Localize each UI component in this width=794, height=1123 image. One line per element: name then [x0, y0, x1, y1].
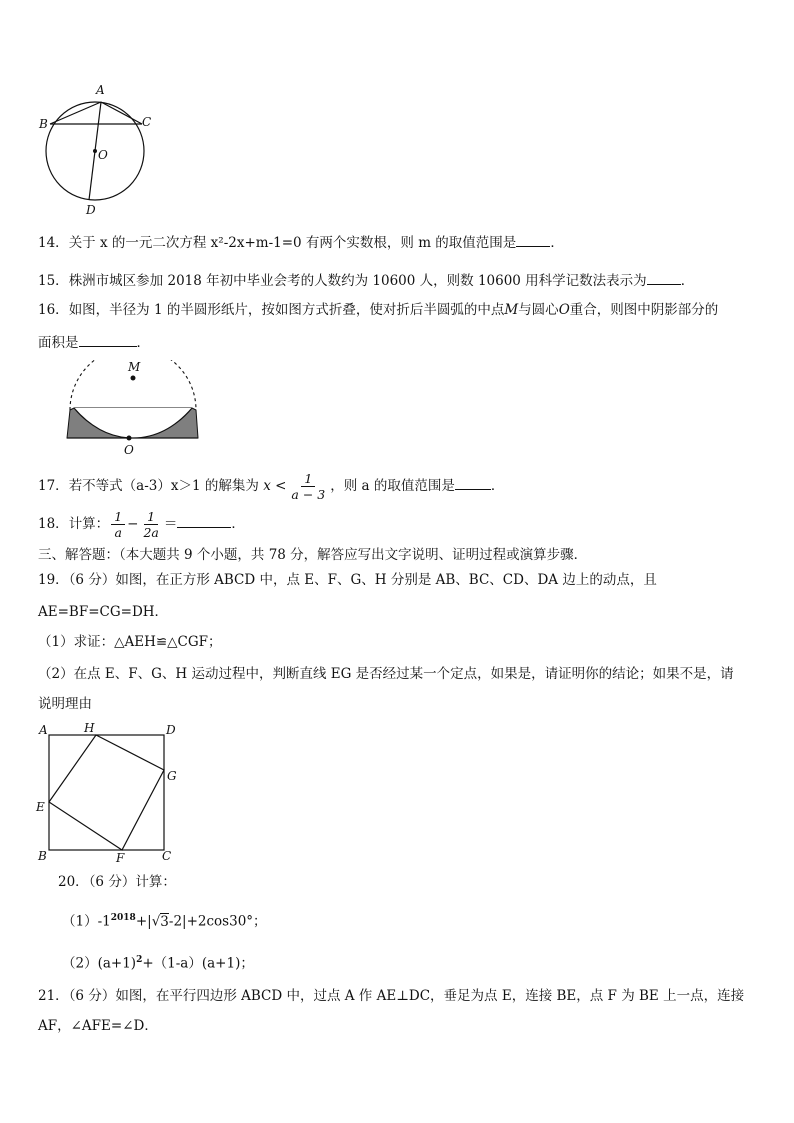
- square-abcd: [49, 735, 164, 850]
- q20-p1-end: -2|+2cos30°；: [168, 913, 267, 930]
- label-g: G: [167, 769, 177, 783]
- q16-answer-blank: [79, 332, 137, 347]
- q20-text: （6 分）计算：: [88, 874, 176, 890]
- q16-number: 16．: [38, 302, 69, 318]
- question-19: [38, 570, 657, 590]
- q14-end: ．: [550, 235, 564, 251]
- q19-part2b: 说明理由: [38, 696, 92, 712]
- q17-end: ．: [490, 478, 505, 494]
- q20-p2-exponent: 2: [136, 955, 143, 965]
- question-20-part1: [62, 908, 267, 932]
- q21-text: （6 分）如图，在平行四边形 ABCD 中，过点 A 作 AE⊥DC，垂足为点 E，连接 BE，点 F 为 BE 上一点，连接: [68, 988, 745, 1004]
- q18-minus: −: [127, 516, 139, 532]
- q16-text1: 如图，半径为 1 的半圆形纸片，按如图方式折叠，使对折后半圆弧的中点: [68, 302, 505, 318]
- q16-mid: 与圆心: [518, 302, 559, 318]
- q17-text2: ，则 a 的取值范围是: [330, 478, 455, 494]
- q17-number: 17．: [38, 478, 69, 494]
- q18-f2-den: 2a: [143, 525, 159, 540]
- q18-number: 18．: [38, 516, 69, 532]
- question-21: [38, 986, 744, 1006]
- question-21-line2: [38, 1016, 158, 1036]
- label-b: B: [39, 117, 48, 131]
- q16-text2: 重合，则图中阴影部分的: [569, 302, 719, 318]
- q19-text: （6 分）如图，在正方形 ABCD 中，点 E、F、G、H 分别是 AB、BC、CD、DA 边上的动点，且: [68, 572, 657, 588]
- q20-number: 20．: [58, 874, 89, 890]
- q15-text: 株洲市城区参加 2018 年初中毕业会考的人数约为 10600 人，则数 10600 用科学记数法表示为: [68, 273, 647, 289]
- semicircle-figure: [60, 360, 205, 458]
- chord-ac: [101, 102, 142, 124]
- q14-answer-blank: [516, 232, 550, 247]
- q15-end: ．: [680, 273, 695, 289]
- q19-part1: （1）求证：△AEH≌△CGF；: [38, 634, 222, 650]
- q14-text: 关于 x 的一元二次方程 x²-2x+m-1=0 有两个实数根，则 m 的取值范围是: [68, 235, 517, 251]
- label-c: C: [142, 115, 152, 129]
- q17-frac-den: a − 3: [291, 487, 326, 502]
- question-20: [58, 872, 176, 892]
- question-18: [38, 506, 245, 542]
- q18-eq: ＝: [163, 516, 178, 532]
- question-16: [38, 300, 718, 320]
- label-o: O: [98, 148, 108, 162]
- question-15: [38, 270, 694, 291]
- q19-line2: AE=BF=CG=DH．: [38, 604, 169, 620]
- q19-number: 19．: [38, 572, 69, 588]
- q16-end: ．: [136, 335, 150, 351]
- q17-fraction: [288, 471, 328, 502]
- label-f: F: [116, 851, 125, 865]
- q17-answer-blank: [455, 475, 491, 490]
- q18-end: ．: [231, 516, 245, 532]
- label-c2: C: [162, 849, 172, 863]
- q18-fraction-2: [140, 509, 161, 540]
- q20-p1-exponent: 2018: [110, 913, 136, 923]
- q16-m: M: [504, 302, 519, 318]
- question-14: [38, 232, 564, 253]
- label-a: A: [96, 83, 105, 97]
- question-19-part2-line2: [38, 694, 92, 714]
- point-m: [131, 376, 136, 381]
- circle-figure: [36, 82, 156, 217]
- question-19-part1: [38, 632, 222, 652]
- q20-p2-a: （2）(a+1): [62, 955, 137, 972]
- label-h: H: [84, 721, 95, 735]
- q19-part2a: （2）在点 E、F、G、H 运动过程中，判断直线 EG 是否经过某一个定点，如果是，请证明你的结论；如果不是，请: [38, 666, 734, 682]
- question-20-part2: [62, 950, 254, 974]
- section-3-text: 三、解答题：（本大题共 9 个小题，共 78 分，解答应写出文字说明、证明过程或演算步骤．: [38, 547, 588, 563]
- q20-sqrt-value: 3: [160, 913, 169, 930]
- q15-number: 15．: [38, 273, 69, 289]
- square-figure: [34, 720, 184, 866]
- question-19-part2: [38, 664, 734, 684]
- label-a2: A: [39, 723, 48, 737]
- q16-line2: 面积是: [38, 335, 79, 351]
- chord-ab: [50, 102, 101, 124]
- q17-frac-num: 1: [301, 471, 315, 487]
- question-19-line2: [38, 602, 168, 622]
- point-o: [127, 436, 132, 441]
- quadrilateral-efgh: [49, 735, 164, 850]
- q18-f1-num: 1: [111, 509, 125, 525]
- q18-fraction-1: [111, 509, 125, 540]
- question-17: [38, 468, 504, 504]
- q18-answer-blank: [177, 513, 231, 528]
- label-d2: D: [166, 723, 176, 737]
- q14-number: 14．: [38, 235, 69, 251]
- q18-text: 计算：: [68, 516, 110, 532]
- q17-x-lt: x <: [263, 478, 287, 494]
- q21-number: 21．: [38, 988, 69, 1004]
- label-d: D: [86, 203, 96, 217]
- label-e: E: [36, 800, 45, 814]
- center-point: [93, 149, 97, 153]
- q18-f1-den: a: [114, 525, 122, 540]
- q21-line2: AF，∠AFE=∠D．: [38, 1018, 158, 1034]
- q15-answer-blank: [647, 270, 681, 285]
- q20-sqrt-sign: √: [151, 913, 161, 930]
- question-16-line2: [38, 332, 150, 353]
- section-3-heading: [38, 545, 587, 565]
- q18-f2-num: 1: [144, 509, 158, 525]
- q17-text1: 若不等式（a-3）x＞1 的解集为: [68, 478, 259, 494]
- label-o2: O: [124, 443, 134, 457]
- q20-p1-prefix: （1）-1: [62, 913, 111, 930]
- label-m: M: [128, 360, 141, 374]
- q20-p1-mid: +|: [135, 913, 152, 930]
- q16-o: O: [558, 302, 570, 318]
- q20-p2-b: +（1-a）(a+1)；: [142, 955, 254, 972]
- label-b2: B: [38, 849, 47, 863]
